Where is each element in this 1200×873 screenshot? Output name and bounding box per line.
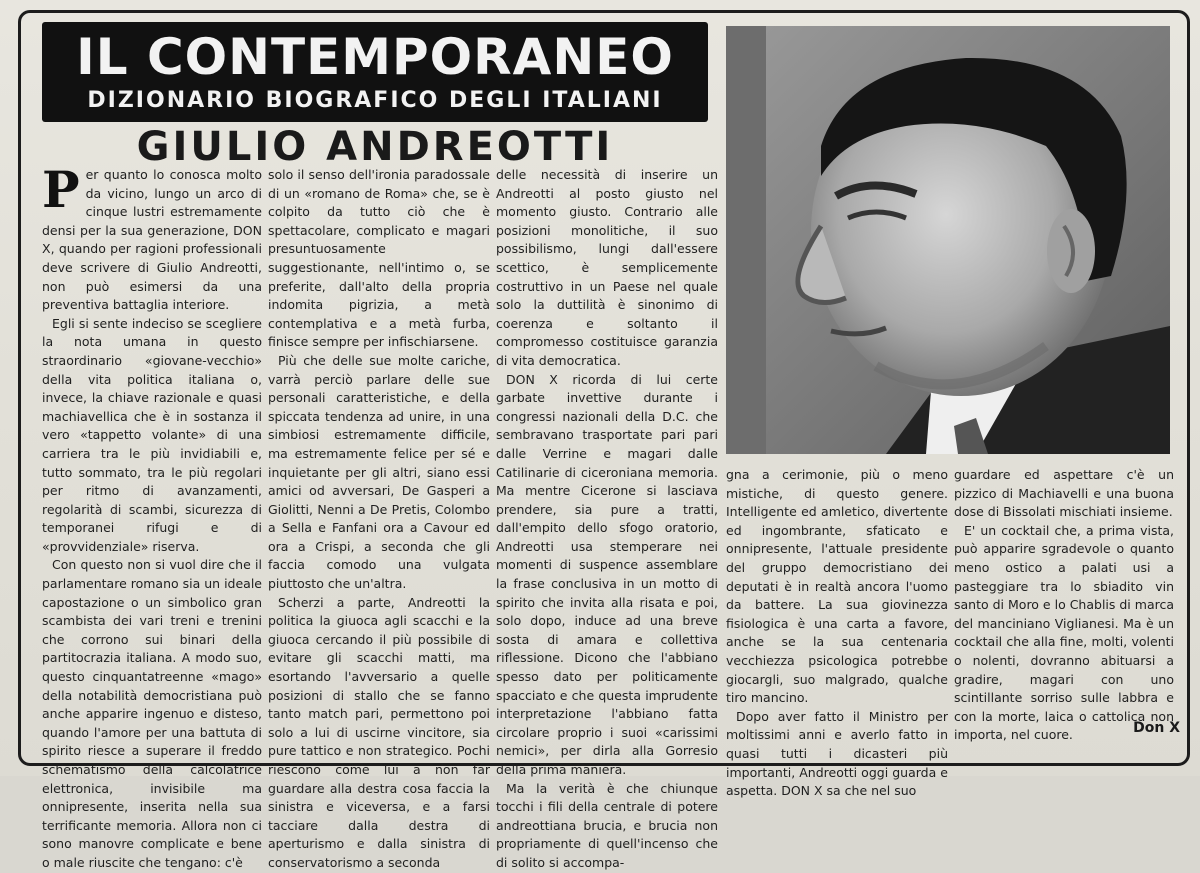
text-column-3 [496, 166, 718, 870]
text-column-2 [268, 166, 490, 870]
paragraph: Ma la verità è che chiunque tocchi i fili della centrale di potere andreottiana brucia, e brucia non propriamente di quell'incenso che di solito si accompa- [496, 780, 718, 870]
drop-cap: P [42, 160, 80, 219]
article-headline: GIULIO ANDREOTTI [136, 124, 614, 170]
paragraph: Per quanto lo conosca molto da vicino, lungo un arco di cinque lustri estremamente densi per la sua generazione, DON X, quando per ragioni professionali deve scrivere di Giulio Andreotti, non può esimersi da una preventiva battaglia interiore. [42, 160, 262, 313]
paragraph: Dopo aver fatto il Ministro per moltissimi anni e averlo fatto in quasi tutti i dicasteri più importanti, Andreotti oggi guarda e aspetta. DON X sa che nel suo [726, 708, 948, 799]
paragraph: DON X ricorda di lui certe garbate invettive durante i congressi nazionali della D.C. che sembravano trasportate pari pari dalle Verrine e magari dalle Catilinarie di ciceroniana memoria. Ma mentre Cicerone si lasciava prendere, sia pure a tratti, dall'empito dello sfogo oratorio, Andreotti usa stemperare nei momenti di suspence assemblare la frase conclusiva in un motto di spirito che invita alla risata e poi, solo dopo, induce ad una breve sosta di amara e collettiva riflessione. Dicono che l'abbiano spesso dato per politicamente spacciato e che questa imprudente interpretazione l'abbiano fatta circolare proprio i suoi «carissimi nemici», per dirla alla Gorresio della prima maniera. [496, 371, 718, 777]
portrait-photo [726, 26, 1170, 454]
text-column-4 [726, 466, 948, 799]
paragraph: E' un cocktail che, a prima vista, può apparire sgradevole o quanto meno ostico a palati usi a pasteggiare tra lo sbiadito vin santo di Moro e lo Chablis di marca del manciniano Viglianesi. Ma è un cocktail che alla fine, molti, volenti o nolenti, dovranno abituarsi a gradire, magari con uno scintillante sorriso sulle labbra e con la morte, laica o cattolica non importa, nel cuore. [954, 522, 1174, 743]
paragraph: gna a cerimonie, più o meno mistiche, di questo genere. Intelligente ed amletico, divertente ed ingombrante, sfaticato e onnipresente, l'attuale presidente del gruppo democristiano dei deputati è in realtà ancora l'uomo da battere. La sua giovinezza fisiologica è una carta a favore, anche se la sua centenaria vecchiezza psicologica potrebbe giocargli, suo malgrado, qualche tiro mancino. [726, 467, 948, 706]
paragraph: Egli si sente indeciso se scegliere la nota umana in questo straordinario «giovane-vecchio» della vita politica italiana o, invece, la chiave razionale e quasi machiavellica che è in sostanza il vero «tappetto volante» di una carriera tra le più invidiabili e, tutto sommato, tra le più regolari per ritmo di avanzamenti, regolarità di scambi, sicurezza di temporanei rifugi e di «provvidenziale» riserva. [42, 315, 262, 554]
paragraph: Con questo non si vuol dire che il parlamentare romano sia un ideale capostazione o un simbolico gran scambista dei vari treni e trenini che corrono sui binari della partitocrazia italiana. A modo suo, questo cinquantatreenne «mago» della notabilità democristiana può anche apparire ingenuo e disteso, quando l'amore per una battuta di spirito riesce a superare il freddo schematismo della calcolatrice elettronica, invisibile ma onnipresente, inserita nella sua terrificante memoria. Allora non ci sono manovre complicate e bene o male riuscite che tengano: c'è [42, 557, 262, 870]
masthead [42, 22, 708, 122]
masthead-title: IL CONTEMPORANEO [76, 28, 674, 86]
author-signature: Don X [1133, 720, 1180, 736]
paragraph: delle necessità di inserire un Andreotti al posto giusto nel momento giusto. Contrario alle posizioni monolitiche, il suo possibilismo, lungi dall'essere scettico, è semplicemente costruttivo in un Paese nel quale solo la duttilità è sinonimo di coerenza e soltanto il compromesso costituisce garanzia di vita democratica. [496, 167, 718, 368]
paragraph: Scherzi a parte, Andreotti la politica la giuoca agli scacchi e la giuoca cercando il più possibile di evitare gli scacchi matti, ma esortando l'avversario a quelle posizioni di stallo che se fanno tanto match pari, permettono poi solo a lui di uscirne vincitore, sia pure tattico e non strategico. Pochi riescono come lui a non far guardare alla destra cosa faccia la sinistra e viceversa, e a farsi tacciare dalla destra di aperturismo e dalla sinistra di conservatorismo a seconda [268, 594, 490, 870]
masthead-subtitle: DIZIONARIO BIOGRAFICO DEGLI ITALIANI [87, 88, 663, 113]
paragraph: solo il senso dell'ironia paradossale di un «romano de Roma» che, se è colpito da tutto ciò che è spettacolare, complicato e magari presuntuosamente suggestionante, nell'intimo o, se preferite, dall'alto della propria indomita pigrizia, a metà contemplativa e a metà furba, finisce sempre per infischiarsene. [268, 167, 490, 350]
paragraph: Più che delle sue molte cariche, varrà perciò parlare delle sue personali caratteristiche, e della spiccata tendenza ad unire, in una simbiosi estremamente difficile, ma estremamente felice per sé e inquietante per gli altri, siano essi amici od avversari, De Gasperi a Giolitti, Nenni a De Pretis, Colombo a Sella e Fanfani ora a Cavour ed ora a Crispi, a seconda che gli faccia comodo una vulgata piuttosto che un'altra. [268, 352, 490, 592]
portrait-image [726, 26, 1170, 454]
paragraph: guardare ed aspettare c'è un pizzico di Machiavelli e una buona dose di Bissolati mischiati insieme. [954, 467, 1174, 520]
text-column-1 [42, 160, 262, 870]
